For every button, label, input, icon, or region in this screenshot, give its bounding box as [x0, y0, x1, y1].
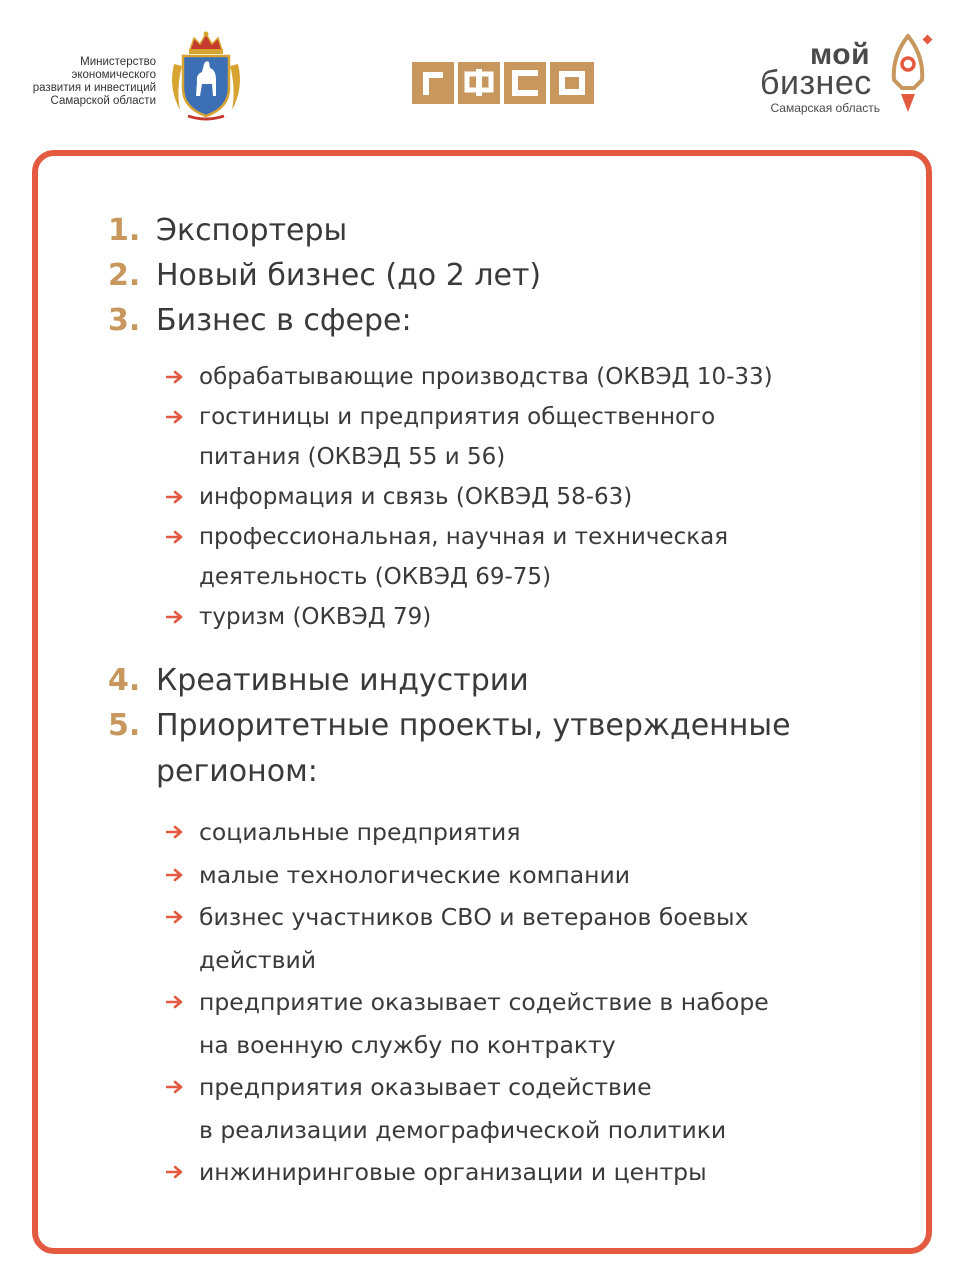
- arrow-right-icon: [166, 370, 184, 384]
- list-item: [166, 397, 866, 477]
- arrow-right-icon: [166, 1080, 184, 1094]
- subitem-text: предприятие оказывает содействие в наборе: [199, 988, 769, 1016]
- list-item: [166, 597, 866, 637]
- subitem-text: деятельность (ОКВЭД 69-75): [199, 564, 552, 590]
- list-item: [108, 658, 868, 704]
- list-item: [108, 208, 868, 254]
- list-item: [166, 477, 866, 517]
- list-item: [108, 253, 868, 299]
- item-number: 2.: [108, 258, 141, 293]
- subitem-text: питания (ОКВЭД 55 и 56): [199, 444, 506, 470]
- list-item: [166, 517, 866, 597]
- arrow-right-icon: [166, 490, 184, 504]
- list-item: [166, 1066, 866, 1151]
- list-item: [166, 357, 866, 397]
- ministry-line: экономического: [71, 69, 156, 81]
- arrow-right-icon: [166, 995, 184, 1009]
- item-text: Новый бизнес (до 2 лет): [156, 258, 542, 293]
- arrow-right-icon: [166, 410, 184, 424]
- subitem-text: профессиональная, научная и техническая: [199, 524, 729, 550]
- subitem-text: туризм (ОКВЭД 79): [199, 604, 432, 630]
- item-number: 1.: [108, 213, 141, 248]
- item-text: регионом:: [156, 754, 318, 789]
- priority-sublist: [166, 811, 866, 1194]
- ministry-line: Министерство: [80, 56, 156, 68]
- arrow-right-icon: [166, 610, 184, 624]
- subitem-text: предприятия оказывает содействие: [199, 1073, 652, 1101]
- subitem-text: гостиницы и предприятия общественного: [199, 404, 716, 430]
- moy-biznes-logo-word2: бизнес: [760, 64, 872, 102]
- list-item: [108, 298, 868, 344]
- item-text: Бизнес в сфере:: [156, 303, 412, 338]
- ministry-line: Самарской области: [50, 95, 156, 107]
- subitem-text: в реализации демографической политики: [199, 1115, 727, 1144]
- item-number: 5.: [108, 708, 141, 743]
- subitem-text: малые технологические компании: [199, 860, 631, 889]
- subitem-text: на военную службу по контракту: [199, 1030, 616, 1059]
- ministry-line: развития и инвестиций: [32, 82, 156, 94]
- arrow-right-icon: [166, 1165, 184, 1179]
- moy-biznes-region: Самарская область: [770, 101, 880, 115]
- item-text: Экспортеры: [156, 213, 348, 248]
- arrow-right-icon: [166, 910, 184, 924]
- item-number: 3.: [108, 303, 141, 338]
- list-item: [108, 703, 868, 795]
- list-item: [166, 1151, 866, 1194]
- list-item: [166, 981, 866, 1066]
- subitem-text: инжиниринговые организации и центры: [199, 1158, 707, 1186]
- arrow-right-icon: [166, 868, 184, 882]
- subitem-text: социальные предприятия: [199, 818, 521, 846]
- subitem-text: бизнес участников СВО и ветеранов боевых: [199, 903, 749, 931]
- arrow-right-icon: [166, 825, 184, 839]
- subitem-text: информация и связь (ОКВЭД 58-63): [199, 484, 633, 510]
- subitem-text: действий: [199, 945, 316, 974]
- item-text: Приоритетные проекты, утвержденные: [156, 708, 791, 743]
- moy-biznes-logo-word1: мой: [810, 38, 871, 71]
- sector-sublist: [166, 357, 866, 637]
- list-item: [166, 896, 866, 981]
- item-text: Креативные индустрии: [156, 663, 529, 698]
- subitem-text: обрабатывающие производства (ОКВЭД 10-33): [199, 364, 773, 390]
- list-item: [166, 811, 866, 854]
- arrow-right-icon: [166, 530, 184, 544]
- item-number: 4.: [108, 663, 141, 698]
- list-item: [166, 854, 866, 897]
